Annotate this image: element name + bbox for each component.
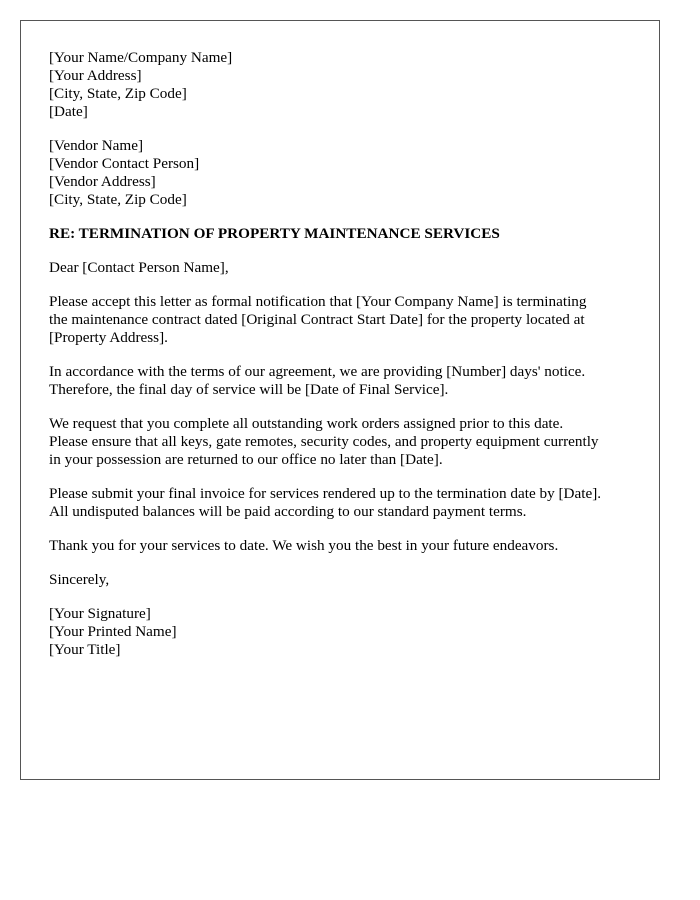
subject-line: RE: TERMINATION OF PROPERTY MAINTENANCE SERVICES bbox=[49, 225, 500, 242]
paragraph-line: We request that you complete all outstanding work orders assigned prior to this date. bbox=[49, 415, 564, 432]
body-paragraph-4 bbox=[49, 485, 631, 521]
closing: Sincerely, bbox=[49, 571, 110, 588]
sender-block bbox=[49, 49, 631, 121]
body-paragraph-3 bbox=[49, 415, 631, 469]
signer-title: [Your Title] bbox=[49, 641, 121, 658]
salutation: Dear [Contact Person Name], bbox=[49, 259, 229, 276]
body-paragraph-5 bbox=[49, 537, 631, 555]
paragraph-line: in your possession are returned to our office no later than [Date]. bbox=[49, 451, 443, 468]
paragraph-line: Please submit your final invoice for services rendered up to the termination date by [Date]. bbox=[49, 485, 602, 502]
printed-name: [Your Printed Name] bbox=[49, 623, 177, 640]
recipient-block bbox=[49, 137, 631, 209]
signature-placeholder: [Your Signature] bbox=[49, 605, 151, 622]
letter-date: [Date] bbox=[49, 103, 88, 120]
body-paragraph-1 bbox=[49, 293, 631, 347]
paragraph-line: Therefore, the final day of service will be [Date of Final Service]. bbox=[49, 381, 449, 398]
letter-document bbox=[20, 20, 660, 780]
vendor-contact-person: [Vendor Contact Person] bbox=[49, 155, 200, 172]
paragraph-line: Thank you for your services to date. We wish you the best in your future endeavors. bbox=[49, 537, 559, 554]
paragraph-line: All undisputed balances will be paid according to our standard payment terms. bbox=[49, 503, 527, 520]
signature-block bbox=[49, 605, 631, 659]
paragraph-line: Please ensure that all keys, gate remotes, security codes, and property equipment currently bbox=[49, 433, 599, 450]
vendor-name: [Vendor Name] bbox=[49, 137, 144, 154]
paragraph-line: [Property Address]. bbox=[49, 329, 168, 346]
vendor-address: [Vendor Address] bbox=[49, 173, 156, 190]
paragraph-line: the maintenance contract dated [Original Contract Start Date] for the property located at bbox=[49, 311, 585, 328]
paragraph-line: Please accept this letter as formal notification that [Your Company Name] is terminating bbox=[49, 293, 587, 310]
paragraph-line: In accordance with the terms of our agreement, we are providing [Number] days' notice. bbox=[49, 363, 586, 380]
sender-city-state-zip: [City, State, Zip Code] bbox=[49, 85, 187, 102]
vendor-city-state-zip: [City, State, Zip Code] bbox=[49, 191, 187, 208]
body-paragraph-2 bbox=[49, 363, 631, 399]
sender-name: [Your Name/Company Name] bbox=[49, 49, 233, 66]
sender-address: [Your Address] bbox=[49, 67, 142, 84]
